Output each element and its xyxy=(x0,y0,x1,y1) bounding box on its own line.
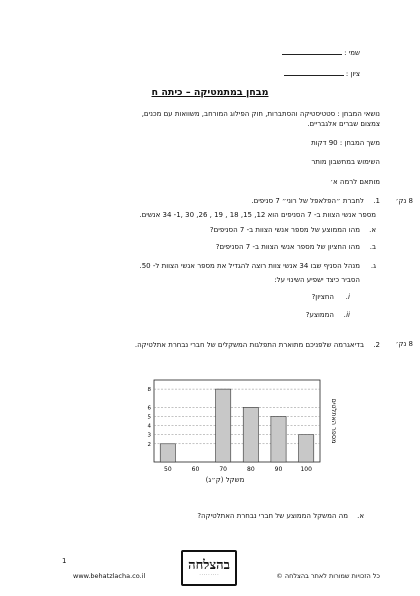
q1-a-text: מהו הממוצע של מספר אנשי הצוות ב- 7 הסניפים? xyxy=(209,226,360,234)
logo-text: בהצלחה xyxy=(188,558,230,573)
q1-number: 1. xyxy=(373,197,380,205)
y-tick-label: 3 xyxy=(147,432,151,439)
logo xyxy=(181,550,237,586)
chart-x-ticks xyxy=(164,466,312,473)
calculator-text: השימוש במחשבון מותר xyxy=(311,158,380,166)
q1-cii-number: ii. xyxy=(343,311,350,319)
x-tick-label: 50 xyxy=(164,466,172,473)
q1-cii-text: הממוצע? xyxy=(305,311,334,319)
q1-c-text-2: הסביר כיצד ישפיע השינוי על: xyxy=(274,276,360,284)
page-number: 1 xyxy=(62,557,67,565)
q1-line-2: מספר אנשי הצוות ב- 7 הסניפים הוא 12, 15, 18 , 19 , 26, 30 ,1- 34 אנשים. xyxy=(139,211,376,219)
copyright-text: כל הזכויות שמורות לאתר בהצלחה © xyxy=(276,572,380,580)
q2-number: 2. xyxy=(373,341,380,349)
y-tick-label: 4 xyxy=(147,423,151,430)
topics-line-1: נושאי המבחן : סטטיסטיקה והסתברות, חוק הפילוג המורחב, משוואות עם מכנים, xyxy=(141,110,380,118)
y-tick-label: 5 xyxy=(147,414,151,421)
y-tick-label: 2 xyxy=(147,441,151,448)
q1-b-text: מהו החציון של מספר אנשי הצוות ב- 7 הסניפים? xyxy=(215,243,360,251)
weight-distribution-chart xyxy=(140,378,340,478)
chart-y-ticks xyxy=(148,387,152,448)
x-tick-label: 100 xyxy=(300,466,312,473)
grade-field-row xyxy=(220,67,360,79)
chart-frame xyxy=(154,380,320,462)
chart-x-axis-label: משקל (ק״ג) xyxy=(205,476,245,484)
x-tick-label: 60 xyxy=(191,466,200,473)
duration-text: משך המבחן : 90 דקות xyxy=(311,139,380,147)
bar-90 xyxy=(271,416,286,462)
q1-b-letter: ב. xyxy=(369,243,376,251)
bar-70 xyxy=(216,389,231,462)
y-tick-label: 8 xyxy=(147,387,151,394)
logo-tagline-mark: · · · · · · · · · xyxy=(199,573,219,577)
name-label: שמי : xyxy=(344,49,360,57)
grade-label: ציון : xyxy=(345,70,360,78)
q1-text: לחברת ״הפלאפל של רוני״ 7 סניפים. xyxy=(251,197,364,205)
q2-text: בדיאגרמה שלפניכם מתוארת התפלגות המשקלים של חברי נבחרת אתלטיקה. xyxy=(134,341,364,349)
website-link[interactable]: www.behatzlacha.co.il xyxy=(73,572,146,580)
x-tick-label: 70 xyxy=(219,466,227,473)
topics-line-2: צמצום שברים אלגבריים. xyxy=(307,120,380,128)
bar-50 xyxy=(160,444,175,462)
page-title: מבחן במתמטיקה – כיתה ח xyxy=(151,87,269,98)
logo-box xyxy=(181,550,237,586)
chart-grid xyxy=(154,389,320,444)
name-field-line[interactable] xyxy=(282,46,342,55)
name-field-row xyxy=(220,46,360,58)
suitable-level-text: מותאם לרמה א׳ xyxy=(330,178,380,186)
grade-field-line[interactable] xyxy=(284,67,344,76)
bar-80 xyxy=(243,407,258,462)
x-tick-label: 90 xyxy=(274,466,283,473)
y-tick-label: 6 xyxy=(147,405,151,412)
q1-points: 8 נק׳ xyxy=(395,197,413,205)
q1-c-letter: ג. xyxy=(370,262,376,270)
q2-points: 8 נק׳ xyxy=(395,340,413,348)
q1-ci-text: החציון? xyxy=(311,293,334,301)
bar-100 xyxy=(299,435,314,462)
x-tick-label: 80 xyxy=(247,466,255,473)
q1-a-letter: א. xyxy=(369,226,376,234)
chart-y-axis-label: מספר האתלטים xyxy=(330,398,338,444)
q2-a-letter: א. xyxy=(357,512,364,520)
q2-a-text: מה המשקל הממוצע של חברי נבחרת האתלטיקה? xyxy=(197,512,348,520)
q1-ci-number: i. xyxy=(345,293,350,301)
q1-c-text: מנהל הסניף שבו 34 אנשי צוות רוצה להגדיל את מספר אנשי הצוות ל- 50. xyxy=(139,262,360,270)
